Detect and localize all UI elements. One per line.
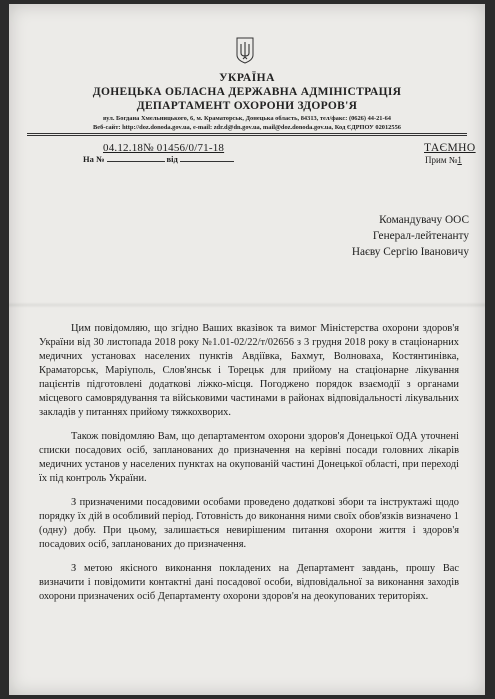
header-divider-thin	[27, 135, 467, 136]
addressee-position: Командувачу ООС	[379, 214, 469, 226]
body-paragraph: Також повідомляю Вам, що департаментом охорони здоров'я Донецької ОДА уточнені списки посадових осіб, запланованих до призначення на керівні посади головних лікарів медичних установ у населених пунктах на окупованій частині Донецької області, при переході їх під контроль України.	[39, 431, 459, 484]
addressee-block	[339, 212, 469, 260]
reference-from-blank	[180, 161, 234, 162]
registration-number: 04.12.18№ 01456/0/71-18	[103, 142, 225, 154]
addressee-rank: Генерал-лейтенанту	[372, 230, 469, 242]
header-address: вул. Богдана Хмельницького, 6, м. Краматорськ, Донецька область, 84313, тел/факс: (0626) 44-21-64	[102, 115, 392, 122]
reference-line	[83, 154, 234, 164]
reference-from-label: від	[166, 154, 178, 164]
body-paragraph: З метою якісного виконання покладених на Департамент завдань, прошу Вас визначити і повідомити контактні дані посадової особи, відповідальної за виконання заходів охорони призначених осіб Департаменту охорони здоров'я на деокупованих територіях.	[39, 563, 459, 602]
body-paragraph: З призначеними посадовими особами проведено додаткові збори та інструктажі щодо порядку їх дій в особливий період. Готовність до виконання ними своїх обов'язків визначено 1 (одну) добу. При цьому, залишається невирішеним питання охорони життя і здоров'я посадових осіб, запланованих до призначення.	[39, 497, 459, 550]
addressee-name: Наєву Сергію Івановичу	[351, 246, 469, 258]
copy-label: Прим №	[425, 155, 458, 165]
header-department: ДЕПАРТАМЕНТ ОХОРОНИ ЗДОРОВ'Я	[136, 100, 358, 112]
header-country: УКРАЇНА	[219, 72, 275, 84]
header-administration: ДОНЕЦЬКА ОБЛАСНА ДЕРЖАВНА АДМІНІСТРАЦІЯ	[92, 86, 402, 98]
copy-value: 1	[457, 155, 462, 165]
trident-emblem-icon	[235, 36, 255, 64]
header-divider	[27, 133, 467, 134]
reference-no-blank	[107, 161, 165, 162]
letter-page	[9, 4, 485, 695]
header-web-contacts: Веб-сайт: http://doz.donoda.gov.ua, e-mail: zdr.d@dn.gov.ua, mail@doz.donoda.gov.ua, Код ЄДРПОУ 02012556	[93, 124, 401, 131]
classification-stamp: ТАЄМНО	[424, 142, 476, 154]
copy-number	[425, 155, 462, 165]
letter-body	[39, 322, 459, 614]
reference-no-label: На №	[83, 154, 105, 164]
body-paragraph: Цим повідомляю, що згідно Ваших вказівок та вимог Міністерства охорони здоров'я України від 30 листопада 2018 року №1.01-02/22/т/02656 з 3 грудня 2018 року в стаціонарних медичних установах населених пунктів Авдіївка, Бахмут, Волноваха, Костянтинівка, Краматорськ, Маріуполь, Слов'янськ і Торецьк для прийому на стаціонарне лікування пацієнтів підготовлені додаткові ліжко-місця. Погоджено порядок взаємодії з органами місцевого самоврядування та військовими частинами в районах відповідальності лікувальних закладів у питаннях прийому тяжкохворих.	[39, 323, 459, 418]
